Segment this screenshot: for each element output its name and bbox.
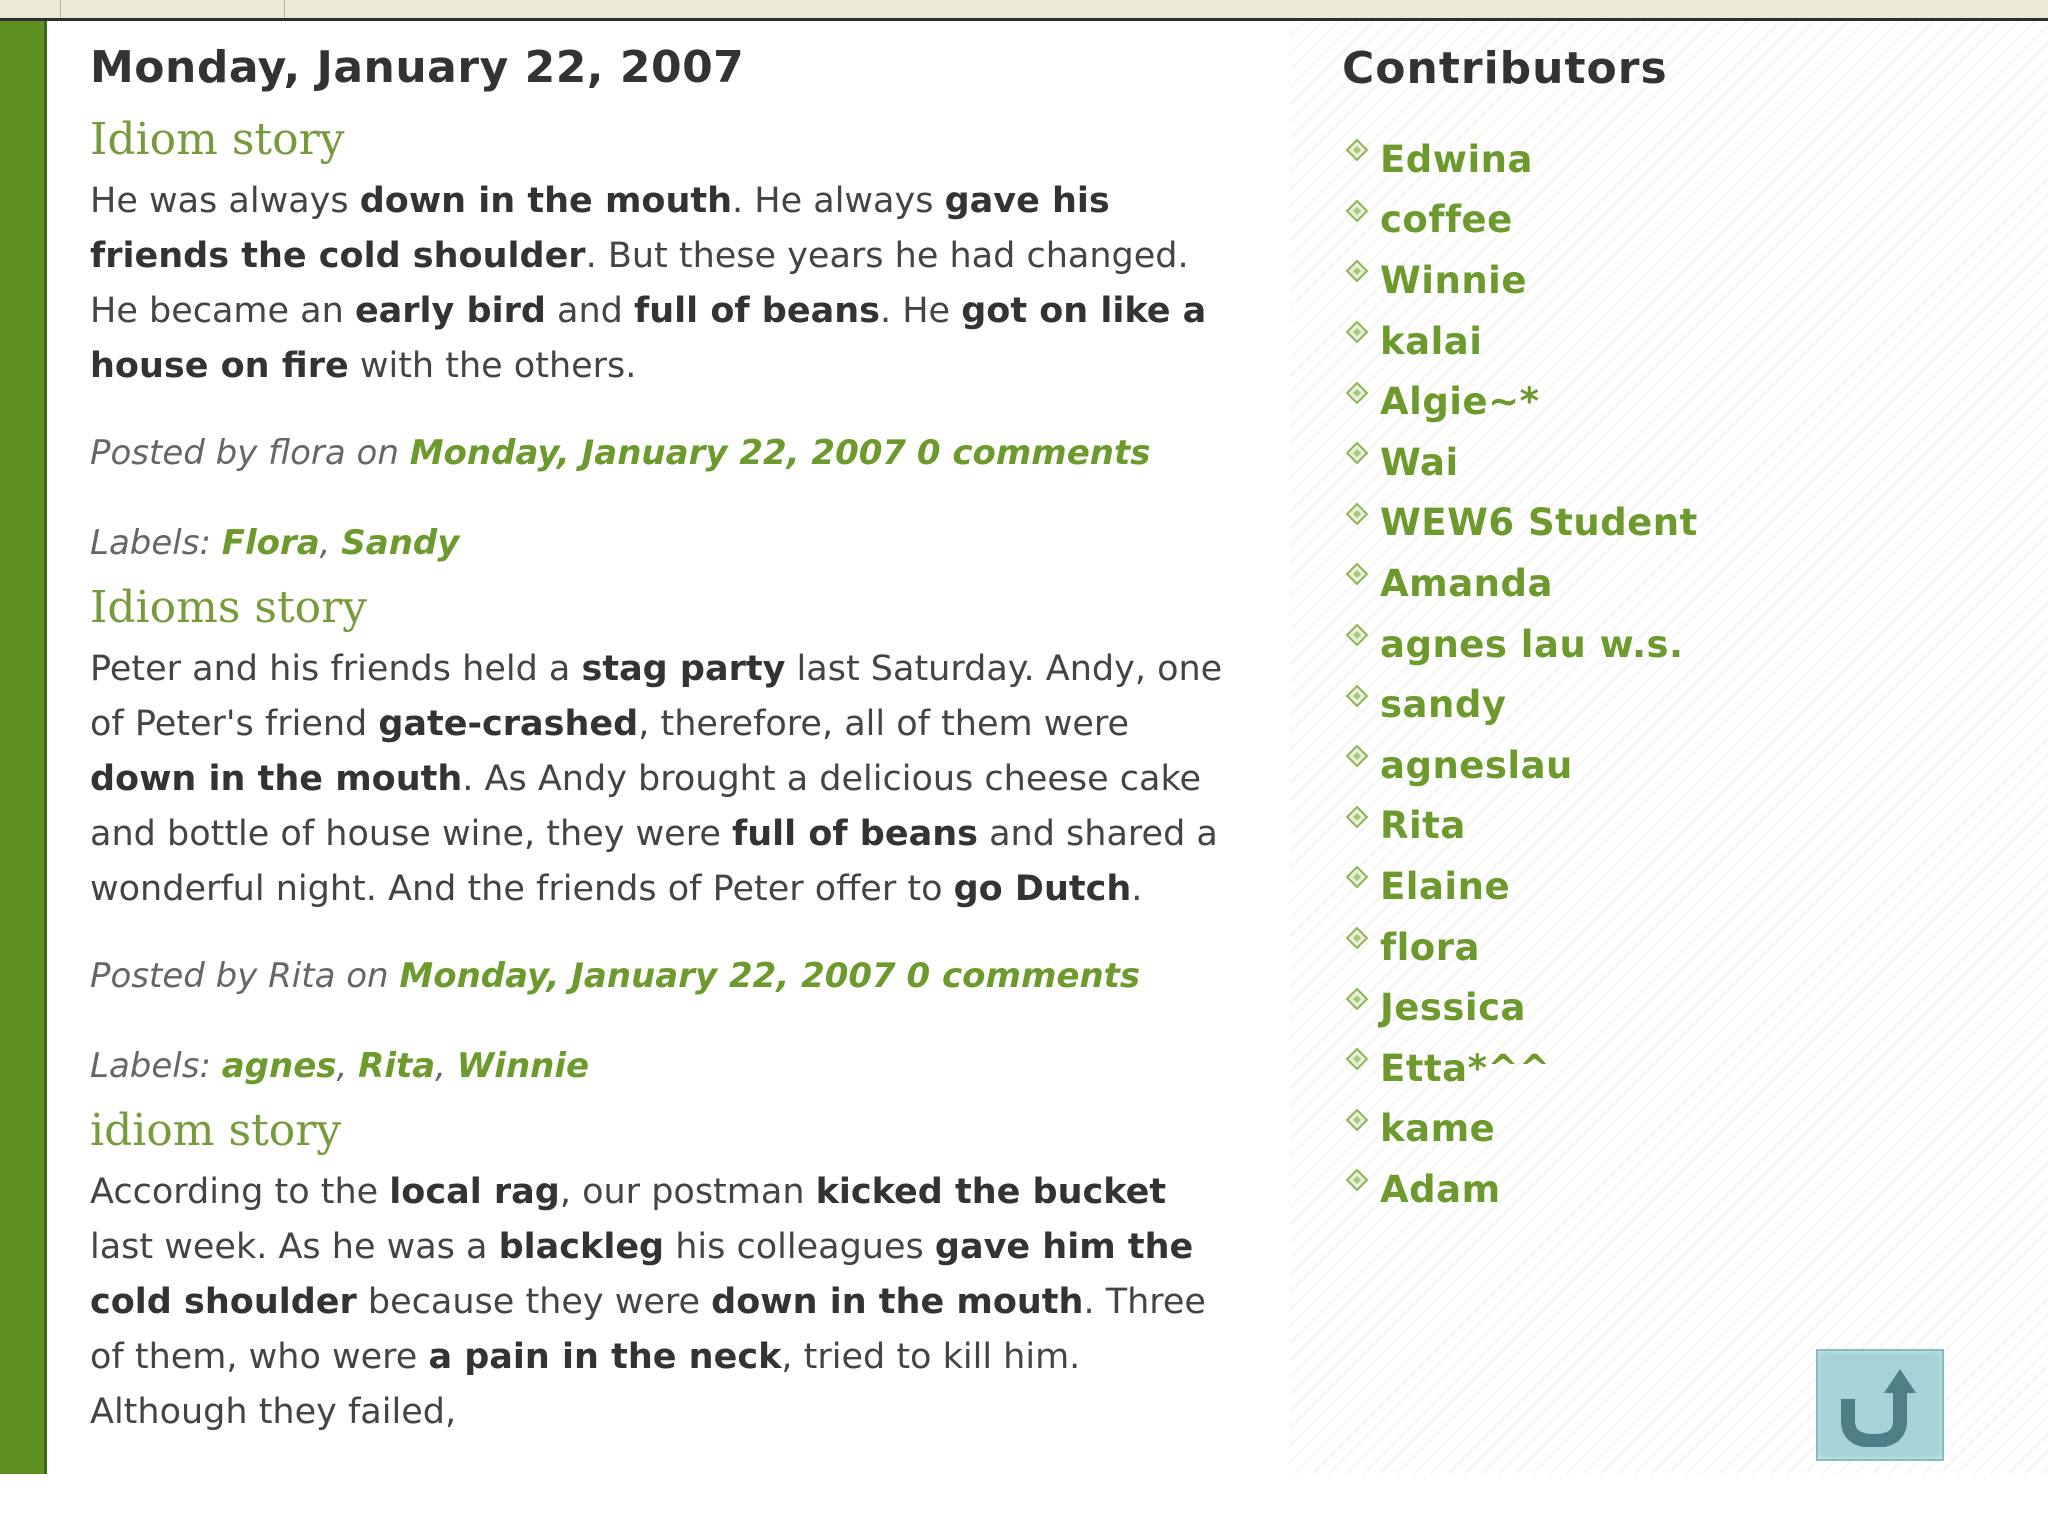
contributor-link[interactable]: Etta*^^ (1380, 1046, 1551, 1090)
idiom-highlight: gave his friends the cold shoulder (90, 181, 1110, 276)
label-link[interactable]: Flora (221, 523, 320, 563)
body-text: . But these years he had changed. He became an (90, 236, 1189, 331)
contributor-item (1346, 432, 1698, 493)
post-title[interactable]: Idioms story (90, 582, 368, 633)
diamond-bullet-icon (1346, 988, 1368, 1010)
body-text: . He always (732, 181, 945, 221)
idiom-highlight: early bird (354, 291, 546, 331)
diamond-bullet-icon (1346, 503, 1368, 525)
diamond-bullet-icon (1346, 442, 1368, 464)
body-text: with the others. (348, 346, 637, 386)
diamond-bullet-icon (1346, 624, 1368, 646)
date-header: Monday, January 22, 2007 (90, 42, 745, 93)
post-title[interactable]: idiom story (90, 1105, 342, 1156)
contributor-link[interactable]: Elaine (1380, 864, 1511, 908)
diamond-bullet-icon (1346, 382, 1368, 404)
body-text: . (1131, 869, 1143, 909)
comments-link[interactable]: 0 comments (916, 433, 1151, 473)
top-bar-segment (284, 0, 2048, 18)
diamond-bullet-icon (1346, 260, 1368, 282)
labels-prefix: Labels: (90, 1046, 211, 1086)
contributor-item (1346, 553, 1698, 614)
idiom-highlight: kicked the bucket (815, 1172, 1167, 1212)
idiom-highlight: full of beans (732, 814, 978, 854)
body-text: According to the (90, 1172, 390, 1212)
contributor-link[interactable]: Algie~* (1380, 380, 1540, 424)
post-footer (90, 951, 1240, 1001)
u-turn-arrow-icon (1840, 1363, 1920, 1447)
diamond-bullet-icon (1346, 685, 1368, 707)
contributor-item (1346, 796, 1698, 857)
body-text: and (545, 291, 635, 331)
post-body (90, 174, 1240, 394)
contributor-item (1346, 674, 1698, 735)
idiom-highlight: down in the mouth (90, 759, 463, 799)
top-bar-segment (60, 0, 285, 18)
top-bar-segment (0, 0, 61, 18)
contributor-link[interactable]: Adam (1380, 1167, 1501, 1211)
body-text: . Three of them, who were (90, 1282, 1206, 1377)
idiom-highlight: down in the mouth (711, 1282, 1084, 1322)
contributors-list (1346, 129, 1698, 1220)
contributor-link[interactable]: flora (1380, 925, 1480, 969)
contributor-item (1346, 493, 1698, 554)
contributor-item (1346, 977, 1698, 1038)
post-title[interactable]: Idiom story (90, 114, 345, 165)
body-text: because they were (356, 1282, 712, 1322)
contributor-item (1346, 735, 1698, 796)
body-text: last Saturday. Andy, one of Peter's friend (90, 649, 1223, 744)
contributor-item (1346, 129, 1698, 190)
diamond-bullet-icon (1346, 1048, 1368, 1070)
contributor-link[interactable]: Rita (1380, 804, 1466, 848)
idiom-highlight: full of beans (634, 291, 880, 331)
label-link[interactable]: Sandy (341, 523, 460, 563)
contributor-item (1346, 311, 1698, 372)
diamond-bullet-icon (1346, 806, 1368, 828)
contributor-item (1346, 1038, 1698, 1099)
diamond-bullet-icon (1346, 200, 1368, 222)
left-border-edge (44, 21, 47, 1474)
contributor-item (1346, 1099, 1698, 1160)
label-link[interactable]: Winnie (456, 1046, 590, 1086)
post-date-link[interactable]: Monday, January 22, 2007 (399, 956, 896, 996)
diamond-bullet-icon (1346, 1109, 1368, 1131)
idiom-highlight: local rag (389, 1172, 560, 1212)
blog-main-column (90, 36, 1240, 1440)
idiom-highlight: gate-crashed (378, 704, 639, 744)
label-separator: , (435, 1046, 457, 1086)
contributor-link[interactable]: agneslau (1380, 743, 1573, 787)
body-text: Peter and his friends held a (90, 649, 582, 689)
post-body (90, 642, 1240, 917)
left-green-border (0, 21, 44, 1474)
contributor-item (1346, 371, 1698, 432)
contributor-item (1346, 917, 1698, 978)
diamond-bullet-icon (1346, 866, 1368, 888)
idiom-highlight: stag party (581, 649, 786, 689)
contributor-link[interactable]: Amanda (1380, 561, 1553, 605)
body-text: , our postman (559, 1172, 816, 1212)
contributor-link[interactable]: kalai (1380, 319, 1483, 363)
contributor-item (1346, 614, 1698, 675)
contributor-link[interactable]: coffee (1380, 198, 1513, 242)
posted-by-text: Posted by Rita on (90, 956, 389, 996)
blog-post (90, 578, 1240, 1091)
label-link[interactable]: Rita (358, 1046, 436, 1086)
contributor-link[interactable]: Edwina (1380, 137, 1533, 181)
idiom-highlight: blackleg (498, 1227, 665, 1267)
body-text: his colleagues (664, 1227, 935, 1267)
label-separator: , (336, 1046, 359, 1086)
blog-post (90, 1101, 1240, 1440)
contributor-link[interactable]: agnes lau w.s. (1380, 622, 1684, 666)
label-separator: , (319, 523, 342, 563)
diamond-bullet-icon (1346, 927, 1368, 949)
contributor-link[interactable]: kame (1380, 1107, 1496, 1151)
comments-link[interactable]: 0 comments (906, 956, 1141, 996)
post-labels (90, 1041, 1240, 1091)
post-labels (90, 518, 1240, 568)
body-text: and shared a wonderful night. And the friends of Peter offer to (90, 814, 1218, 909)
diamond-bullet-icon (1346, 745, 1368, 767)
body-text: He was always (90, 181, 360, 221)
idiom-highlight: down in the mouth (359, 181, 733, 221)
posted-by-text: Posted by flora on (90, 433, 399, 473)
label-link[interactable]: agnes (221, 1046, 337, 1086)
diamond-bullet-icon (1346, 139, 1368, 161)
body-text: . As Andy brought a delicious cheese cake and bottle of house wine, they were (90, 759, 1202, 854)
body-text: last week. As he was a (90, 1227, 499, 1267)
blog-post (90, 110, 1240, 568)
contributor-item (1346, 1159, 1698, 1220)
contributor-link[interactable]: sandy (1380, 683, 1507, 727)
body-text: . He (879, 291, 962, 331)
browser-top-bar (0, 0, 2048, 21)
post-body (90, 1165, 1240, 1440)
contributor-link[interactable]: WEW6 Student (1380, 501, 1698, 545)
idiom-highlight: got on like a house on fire (90, 291, 1207, 386)
sidebar (1290, 21, 2048, 1474)
contributor-item (1346, 250, 1698, 311)
body-text: , tried to kill him. Although they failed, (90, 1337, 1081, 1432)
contributor-link[interactable]: Jessica (1380, 986, 1526, 1030)
diamond-bullet-icon (1346, 1169, 1368, 1191)
contributor-link[interactable]: Winnie (1380, 258, 1527, 302)
idiom-highlight: gave him the cold shoulder (90, 1227, 1194, 1322)
contributor-item (1346, 190, 1698, 251)
body-text: , therefore, all of them were (638, 704, 1130, 744)
contributor-link[interactable]: Wai (1380, 440, 1459, 484)
idiom-highlight: a pain in the neck (428, 1337, 782, 1377)
post-footer (90, 428, 1240, 478)
diamond-bullet-icon (1346, 563, 1368, 585)
idiom-highlight: go Dutch (953, 869, 1132, 909)
post-date-link[interactable]: Monday, January 22, 2007 (409, 433, 907, 473)
labels-prefix: Labels: (90, 523, 211, 563)
contributor-item (1346, 856, 1698, 917)
back-to-top-button[interactable] (1816, 1349, 1944, 1461)
diamond-bullet-icon (1346, 321, 1368, 343)
sidebar-title: Contributors (1342, 43, 1668, 94)
